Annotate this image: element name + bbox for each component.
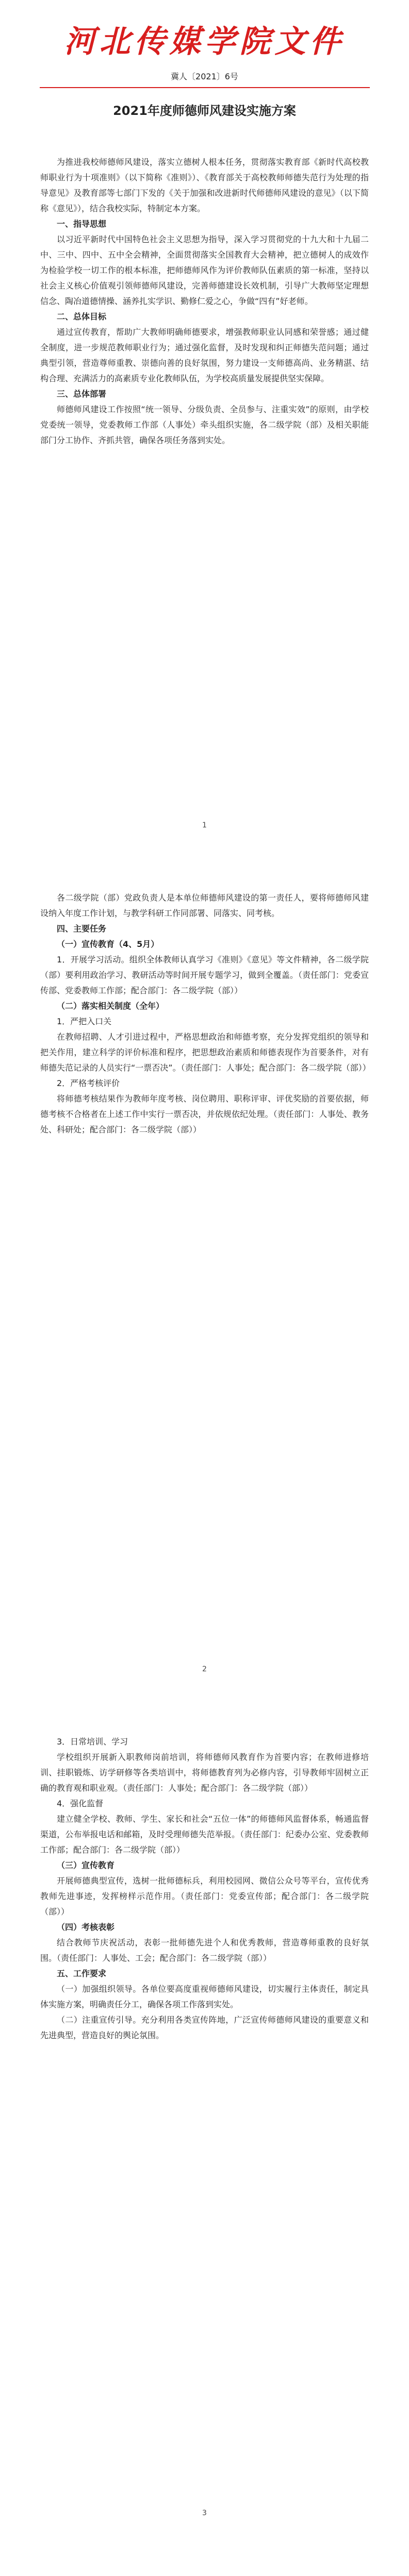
body-paragraph: 以习近平新时代中国特色社会主义思想为指导，深入学习贯彻党的十九大和十九届二中、三中、四中、五中全会精神，全面贯彻落实全国教育大会精神，把立德树人的成效作为检验学校一切工作的根本标准，把师德师风作为评价教师队伍素质的第一标准，坚持以社会主义核心价值观引领师德师风建设，完善师德建设长效机制，引导广大教师坚定理想信念、陶冶道德情操、涵养扎实学识、勤修仁爱之心，争做“四有”好老师。 (40, 234, 369, 306)
org-title: 河北传媒学院文件 (64, 24, 345, 60)
body-paragraph: （二）注重宣传引导。充分利用各类宣传阵地，广泛宣传师德师风建设的重要意义和先进典型，营造良好的舆论氛围。 (40, 2015, 369, 2040)
page-1-body (40, 155, 369, 448)
section-heading: 四、主要任务 (57, 924, 107, 934)
section-heading: （三）宣传教育 (57, 1860, 115, 1870)
section-heading: （四）考核表彰 (57, 1922, 115, 1932)
body-paragraph: 3．日常培训、学习 (57, 1737, 128, 1747)
body-paragraph: 为推进我校师德师风建设，落实立德树人根本任务，贯彻落实教育部《新时代高校教师职业行为十项准则》（以下简称《准则》）、《教育部关于高校教师师德失范行为处理的指导意见》及教育部等七部门下发的《关于加强和改进新时代师德师风建设的意见》（以下简称《意见》），结合我校实际，特制定本方案。 (40, 157, 369, 213)
page-3 (0, 1688, 409, 2532)
body-paragraph: 将师德考核结果作为教师年度考核、岗位聘用、职称评审、评优奖励的首要依据，师德考核不合格者在上述工作中实行一票否决，并依规依纪处理。（责任部门：人事处、教务处、科研处；配合部门：各二级学院（部）） (40, 1094, 369, 1134)
red-divider (40, 87, 370, 88)
section-heading: （一）宣传教育（4、5月） (57, 939, 159, 949)
page-1 (0, 0, 409, 844)
page-4 (0, 2532, 409, 2576)
body-paragraph: 学校组织开展新入职教师岗前培训，将师德师风教育作为首要内容；在教师进修培训、挂职锻炼、访学研修等各类培训中，将师德教育列为必修内容，引导教师牢固树立正确的教育观和职业观。（责任部门：人事处；配合部门：各二级学院（部）） (40, 1752, 369, 1793)
page-2 (0, 844, 409, 1688)
page-number: 3 (202, 2509, 207, 2517)
section-heading: （二）落实相关制度（全年） (57, 1001, 165, 1011)
body-paragraph: 师德师风建设工作按照“统一领导、分级负责、全员参与、注重实效”的原则，由学校党委统一领导，党委教师工作部（人事处）牵头组织实施，各二级学院（部）及相关职能部门分工协作、齐抓共管，确保各项任务落到实处。 (40, 404, 369, 445)
body-paragraph: （一）加强组织领导。各单位要高度重视师德师风建设，切实履行主体责任，制定具体实施方案，明确责任分工，确保各项工作落到实处。 (40, 1984, 369, 2009)
section-heading: 一、指导思想 (57, 219, 107, 229)
masthead (0, 0, 409, 88)
body-paragraph: 结合教师节庆祝活动，表彰一批师德先进个人和优秀教师，营造尊师重教的良好氛围。（责任部门：人事处、工会；配合部门：各二级学院（部）） (40, 1938, 369, 1963)
body-paragraph: 1．开展学习活动。组织全体教师认真学习《准则》《意见》等文件精神，各二级学院（部）要利用政治学习、教研活动等时间开展专题学习，做到全覆盖。（责任部门：党委宣传部、党委教师工作部；配合部门：各二级学院（部）） (40, 955, 369, 995)
section-heading: 二、总体目标 (57, 312, 107, 321)
body-paragraph: 开展师德典型宣传，选树一批师德标兵，利用校园网、微信公众号等平台，宣传优秀教师先进事迹，发挥榜样示范作用。（责任部门：党委宣传部；配合部门：各二级学院（部）） (40, 1876, 369, 1917)
body-paragraph: 4．强化监督 (57, 1799, 104, 1808)
body-paragraph: 在教师招聘、人才引进过程中，严格思想政治和师德考察，充分发挥党组织的领导和把关作用，建立科学的评价标准和程序，把思想政治素质和师德表现作为首要条件，对有师德失范记录的人员实行“一票否决”。（责任部门：人事处；配合部门：各二级学院（部）） (40, 1032, 371, 1073)
page-number: 1 (202, 821, 207, 829)
doc-number: 冀人〔2021〕6号 (171, 72, 238, 81)
section-heading: 三、总体部署 (57, 389, 107, 399)
section-heading: 五、工作要求 (57, 1969, 107, 1978)
body-paragraph: 2．严格考核评价 (57, 1078, 120, 1088)
page-2-body (40, 890, 369, 1138)
body-paragraph: 通过宣传教育，帮助广大教师明确师德要求，增强教师职业认同感和荣誉感；通过健全制度，进一步规范教师职业行为；通过强化监督，及时发现和纠正师德失范问题；通过典型引领，营造尊师重教、崇德向善的良好氛围，努力建设一支师德高尚、业务精湛、结构合理、充满活力的高素质专业化教师队伍，为学校高质量发展提供坚实保障。 (40, 327, 369, 383)
page-number: 2 (202, 1665, 207, 1673)
page-3-body (40, 1734, 369, 2043)
body-paragraph: 1．严把入口关 (57, 1016, 112, 1026)
body-paragraph: 各二级学院（部）党政负责人是本单位师德师风建设的第一责任人，要将师德师风建设纳入年度工作计划，与教学科研工作同部署、同落实、同考核。 (40, 893, 369, 918)
body-paragraph: 建立健全学校、教师、学生、家长和社会“五位一体”的师德师风监督体系，畅通监督渠道，公布举报电话和邮箱，及时受理师德失范举报。（责任部门：纪委办公室、党委教师工作部；配合部门：各二级学院（部）） (40, 1814, 369, 1855)
document-title: 2021年度师德师风建设实施方案 (113, 104, 296, 118)
